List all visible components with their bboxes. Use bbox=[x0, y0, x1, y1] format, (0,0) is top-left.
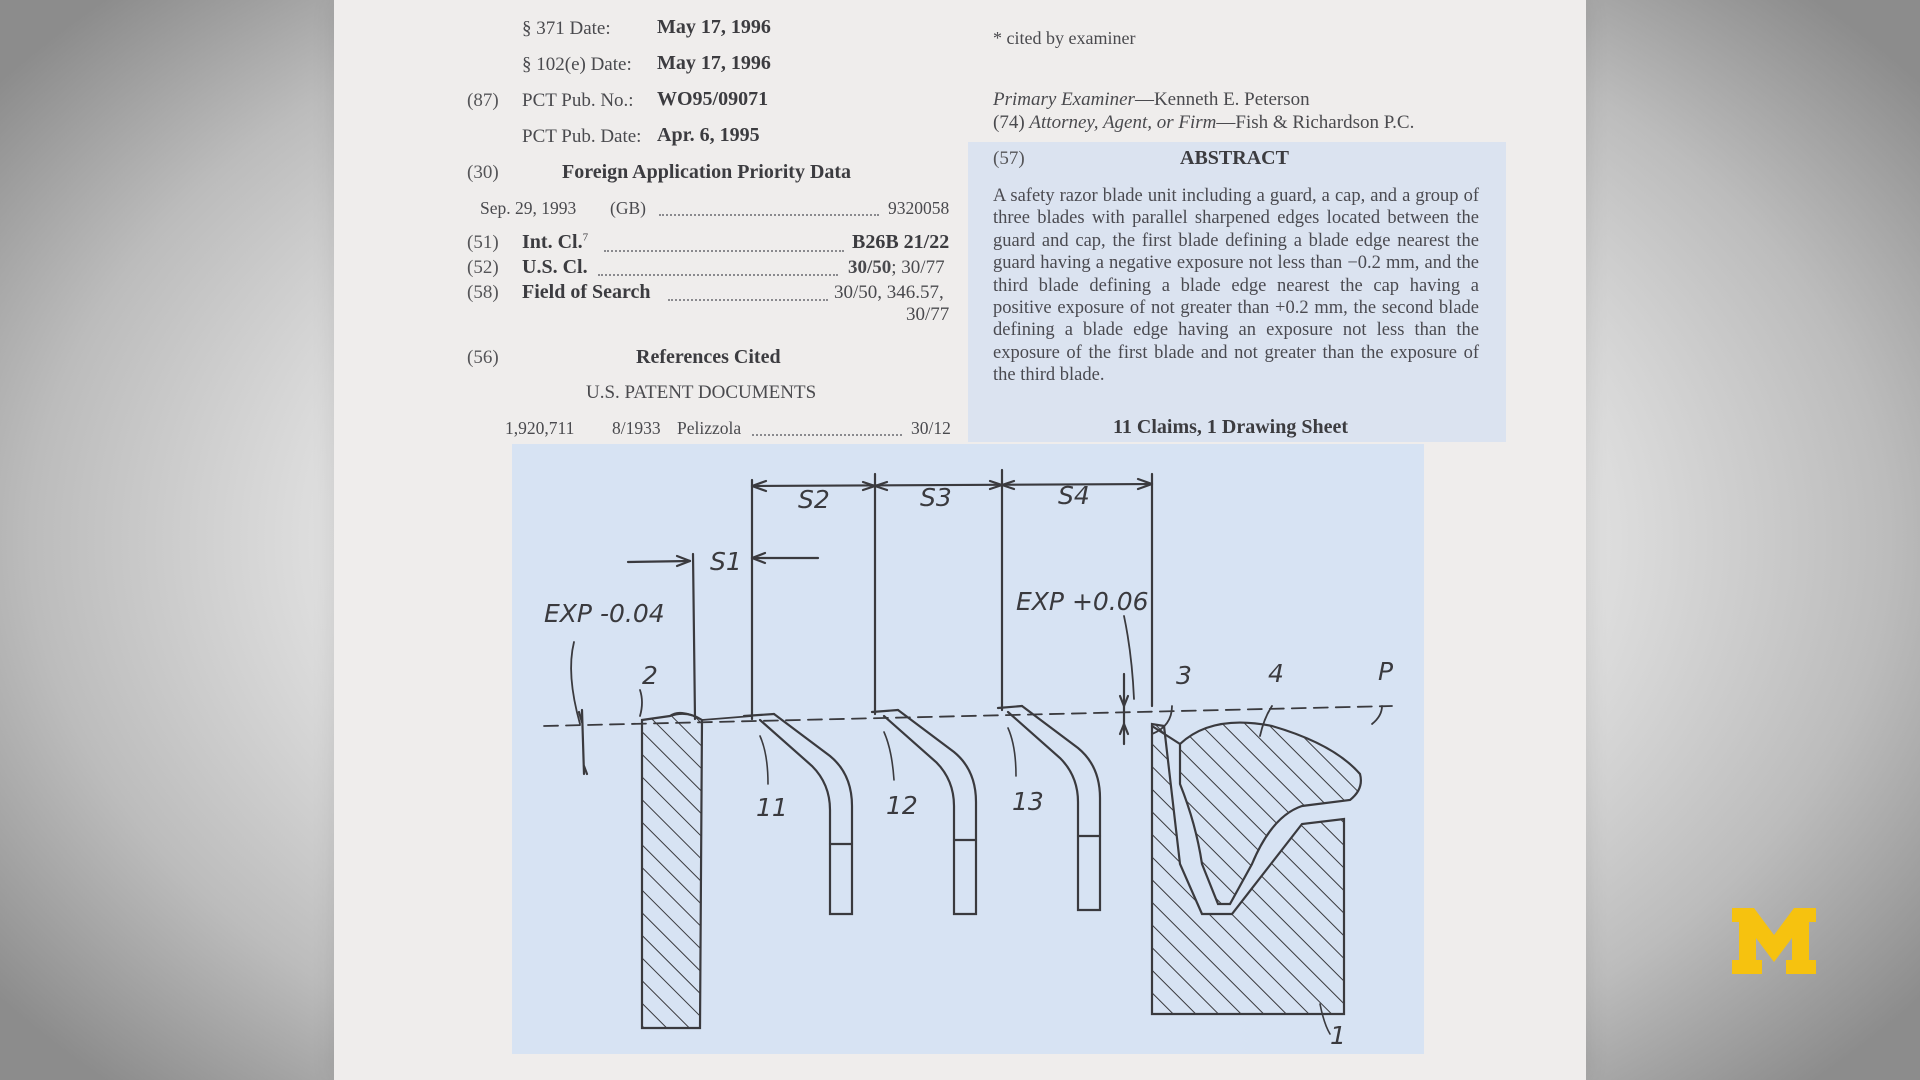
intcl-sup: 7 bbox=[582, 231, 589, 244]
search-value-2: 30/77 bbox=[906, 304, 950, 325]
attorney-line bbox=[993, 112, 1414, 134]
intcl-code: (51) bbox=[467, 232, 499, 253]
priority-code: (30) bbox=[467, 162, 499, 183]
label-s3: S3 bbox=[920, 483, 952, 512]
label-s4: S4 bbox=[1058, 481, 1090, 510]
refs-code: (56) bbox=[467, 347, 499, 368]
guard-part bbox=[642, 714, 702, 1028]
label-ref-12: 12 bbox=[886, 791, 918, 820]
cited-note: * cited by examiner bbox=[993, 28, 1136, 48]
ref-class: 30/12 bbox=[911, 418, 951, 438]
examiner-line bbox=[993, 89, 1310, 111]
leader-dots bbox=[668, 297, 828, 301]
pct-pub-date-label: PCT Pub. Date: bbox=[522, 126, 642, 147]
date-102-label: § 102(e) Date: bbox=[522, 54, 632, 75]
claims-line: 11 Claims, 1 Drawing Sheet bbox=[1113, 416, 1348, 438]
ref-number: 1,920,711 bbox=[505, 418, 575, 438]
pct-pub-no-label: PCT Pub. No.: bbox=[522, 90, 634, 111]
label-ref-1: 1 bbox=[1330, 1021, 1346, 1050]
label-ref-4: 4 bbox=[1268, 659, 1284, 688]
intcl-label: Int. Cl.$^7$ bbox=[522, 231, 589, 253]
refs-title: References Cited bbox=[636, 346, 781, 368]
date-371-label: § 371 Date: bbox=[522, 18, 611, 39]
uscl-value bbox=[848, 257, 945, 279]
uscl-value-rest: ; 30/77 bbox=[891, 257, 945, 278]
pct-pub-no-value: WO95/09071 bbox=[657, 88, 769, 110]
date-102-value: May 17, 1996 bbox=[657, 52, 771, 74]
search-value: 30/50, 346.57, bbox=[834, 282, 944, 303]
priority-number: 9320058 bbox=[888, 198, 950, 218]
label-ref-13: 13 bbox=[1012, 787, 1044, 816]
attorney-name: —Fish & Richardson P.C. bbox=[1216, 112, 1415, 133]
university-logo bbox=[1732, 908, 1816, 974]
examiner-label: Primary Examiner bbox=[993, 89, 1135, 110]
priority-date: Sep. 29, 1993 bbox=[480, 198, 577, 218]
label-ref-p: P bbox=[1378, 657, 1394, 686]
patent-figure bbox=[512, 444, 1424, 1054]
extension-line-s1 bbox=[693, 554, 695, 719]
ref-date: 8/1933 bbox=[612, 418, 661, 438]
attorney-label: Attorney, Agent, or Firm bbox=[1029, 112, 1217, 133]
intcl-value: B26B 21/22 bbox=[852, 231, 950, 253]
label-ref-2: 2 bbox=[642, 661, 658, 690]
label-s2: S2 bbox=[798, 485, 830, 514]
abstract-code: (57) bbox=[993, 148, 1025, 169]
priority-title: Foreign Application Priority Data bbox=[562, 161, 852, 183]
attorney-code: (74) bbox=[993, 112, 1025, 133]
uscl-code: (52) bbox=[467, 257, 499, 278]
abstract-text: A safety razor blade unit including a guard, a cap, and a group of three blades with parallel sharpened edges located between the guard and cap, the first blade defining a blade edge nearest the guard having a negative exposure not less than −0.2 mm, and the third blade defining a blade edge nearest the cap having a positive exposure of not greater than +0.2 mm, the second blade defining a blade edge having an exposure not less than the exposure of the first blade and not greater than the exposure of the third blade. bbox=[993, 186, 1479, 386]
leader-dots bbox=[598, 272, 838, 276]
uscl-value-main: 30/50 bbox=[848, 257, 892, 278]
leader-dots bbox=[604, 248, 844, 252]
label-s1: S1 bbox=[710, 547, 742, 576]
search-code: (58) bbox=[467, 282, 499, 303]
uscl-label: U.S. Cl. bbox=[522, 256, 588, 278]
date-371-value: May 17, 1996 bbox=[657, 16, 771, 38]
abstract-title: ABSTRACT bbox=[1180, 147, 1289, 169]
examiner-name: —Kenneth E. Peterson bbox=[1134, 89, 1310, 110]
label-exp-right: EXP +0.06 bbox=[1016, 587, 1149, 616]
leader-dots bbox=[752, 432, 902, 436]
block-m-logo bbox=[1732, 908, 1816, 974]
label-exp-left: EXP -0.04 bbox=[544, 599, 665, 628]
pct-pub-date-value: Apr. 6, 1995 bbox=[657, 124, 760, 146]
ref-name: Pelizzola bbox=[677, 418, 742, 438]
label-ref-3: 3 bbox=[1176, 661, 1192, 690]
search-label: Field of Search bbox=[522, 281, 651, 303]
pct-pub-no-code: (87) bbox=[467, 90, 499, 111]
priority-country: (GB) bbox=[610, 198, 646, 218]
label-ref-11: 11 bbox=[756, 793, 788, 822]
us-docs-title: U.S. PATENT DOCUMENTS bbox=[586, 382, 817, 403]
leader-dots bbox=[659, 212, 879, 216]
